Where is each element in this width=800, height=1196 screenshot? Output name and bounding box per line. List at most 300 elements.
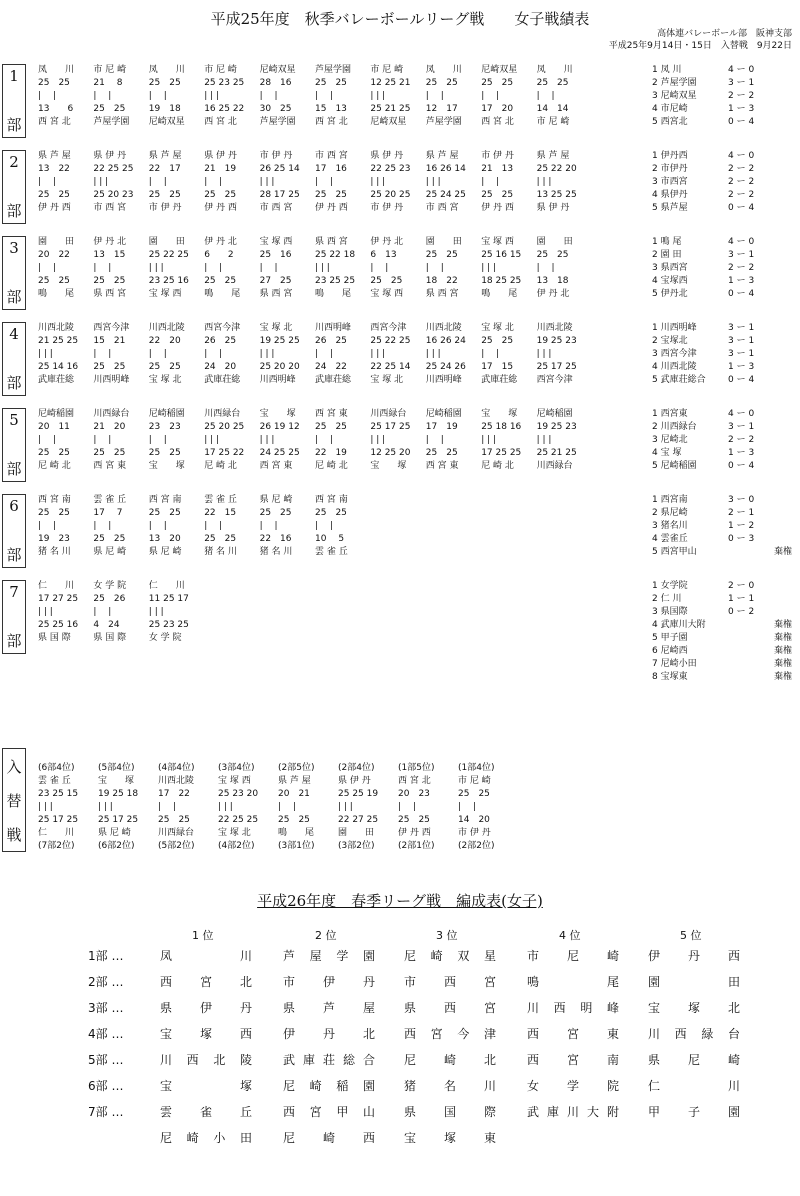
match-scores-top: 25 25 [458, 789, 490, 799]
match-team-top: 川西緑台 [370, 409, 407, 419]
match-scores-bottom: 14 14 [536, 104, 569, 114]
match-vbars: | | | [38, 607, 53, 617]
match-scores-top: 25 25 [536, 78, 569, 88]
standing-team: 3 県国際 [652, 607, 688, 617]
match-team-top: 市 尼 崎 [370, 65, 404, 75]
match-scores-bottom: 22 27 25 [338, 815, 379, 825]
standing-record: 2 ー 2 [728, 177, 755, 187]
match-team-bottom: 猪 名 川 [204, 547, 237, 557]
match-scores-top: 22 15 [204, 508, 237, 518]
match-team-top: 伊 丹 北 [370, 237, 404, 247]
match-team-top: 雲 雀 丘 [204, 495, 237, 505]
match-scores-top: 25 22 20 [536, 164, 577, 174]
team-name: 川西明峰 [527, 1001, 619, 1015]
match-team-bottom: 雲 雀 丘 [315, 547, 348, 557]
match-scores-bottom: 25 25 [93, 448, 126, 458]
match-vbars: | | | [370, 177, 386, 187]
match-scores-top: 23 23 [148, 422, 181, 432]
match-scores-bottom: 13 20 [148, 534, 181, 544]
team-cell [160, 1074, 252, 1098]
match-vbars: | | [278, 802, 296, 812]
match-team-top: 川西明峰 [315, 323, 352, 333]
match-team-bottom: 宝 塚 [370, 461, 407, 471]
team-cell [527, 996, 619, 1020]
match-scores-bottom: 25 25 [158, 815, 190, 825]
match-team-top: 凤 川 [536, 65, 573, 75]
standing-team: 4 宝塚西 [652, 276, 688, 286]
match-scores-top: 17 27 25 [38, 594, 79, 604]
match-team-top: 川西北陵 [38, 323, 75, 333]
match-team-bottom: 鳴 尾 [38, 289, 75, 299]
match-scores-bottom: 24 22 [315, 362, 347, 372]
match-vbars: | | | [425, 177, 441, 187]
match-team-bottom: 西 宮 東 [93, 461, 127, 471]
team-name: 宝塚北 [648, 1001, 740, 1015]
match-vbars: | | [204, 349, 223, 359]
standing-team: 1 女学院 [652, 581, 688, 591]
match-vbars: | | [93, 349, 112, 359]
standing-record: 4 ー 0 [728, 65, 755, 75]
match-vbars: | | [93, 521, 112, 531]
standing-team: 2 市伊丹 [652, 164, 688, 174]
division-number: 2 [9, 153, 19, 171]
match-team-bottom: 市 伊 丹 [458, 828, 491, 838]
match-team-bottom: 尼崎双星 [370, 117, 407, 127]
team-name: 尼崎北 [404, 1053, 496, 1067]
team-name: 西宮甲山 [283, 1105, 375, 1119]
match-scores-bottom: 25 25 [38, 276, 70, 286]
match-scores-top: 20 11 [38, 422, 70, 432]
team-cell [283, 1100, 375, 1124]
entry-rank-top: (1部5位) [398, 763, 435, 773]
entry-char: 替 [6, 791, 22, 810]
entry-rank-bottom: (6部2位) [98, 841, 135, 851]
standing-note: 棄権 [774, 672, 793, 682]
team-name: 西宮東 [527, 1027, 619, 1041]
division-row-label: 4部 … [88, 1027, 124, 1041]
team-name: 市西宮 [404, 975, 496, 989]
match-team-top: 宝 塚 西 [481, 237, 514, 247]
match-vbars: | | [425, 91, 444, 101]
match-team-bottom: 宝 塚 [148, 461, 185, 471]
match-scores-top: 12 25 21 [370, 78, 411, 88]
division-label [2, 236, 26, 310]
match-scores-bottom: 25 25 [93, 534, 126, 544]
match-scores-bottom: 25 25 [370, 276, 403, 286]
standing-record: 3 ー 0 [728, 495, 755, 505]
match-team-bottom: 宝 塚 北 [218, 828, 251, 838]
match-team-bottom: 県 西 宮 [425, 289, 459, 299]
standing-record: 2 ー 1 [728, 508, 755, 518]
standing-record: 0 ー 4 [728, 461, 755, 471]
entry-match-label [2, 748, 26, 852]
standing-record: 0 ー 4 [728, 375, 755, 385]
match-team-top: 県 尼 崎 [259, 495, 293, 505]
match-scores-bottom: 19 23 [38, 534, 70, 544]
team-cell [283, 1048, 375, 1072]
standing-record: 4 ー 0 [728, 237, 755, 247]
match-vbars: | | [259, 521, 278, 531]
standing-team: 2 宝塚北 [652, 336, 688, 346]
match-scores-bottom: 25 14 16 [38, 362, 79, 372]
match-vbars: | | [38, 435, 56, 445]
division-suffix: 部 [6, 632, 22, 650]
entry-rank-top: (6部4位) [38, 763, 75, 773]
match-vbars: | | | [370, 349, 386, 359]
standing-record: 4 ー 0 [728, 409, 755, 419]
team-name: 仁川 [648, 1079, 740, 1093]
match-scores-top: 21 20 [93, 422, 126, 432]
standing-team: 1 鳴 尾 [652, 237, 682, 247]
position-header: 3 位 [436, 929, 458, 942]
match-team-top: 市 伊 丹 [259, 151, 293, 161]
match-team-bottom: 芦屋学園 [259, 117, 296, 127]
match-team-bottom: 川西緑台 [536, 461, 573, 471]
match-scores-bottom: 25 24 25 [425, 190, 466, 200]
division-suffix: 部 [6, 374, 22, 392]
division-label [2, 580, 26, 654]
match-vbars: | | | [338, 802, 353, 812]
match-scores-bottom: 18 22 [425, 276, 458, 286]
match-scores-bottom: 25 21 25 [370, 104, 411, 114]
match-team-bottom: 県 尼 崎 [148, 547, 182, 557]
match-scores-top: 19 25 25 [259, 336, 300, 346]
match-team-bottom: 西 宮 北 [38, 117, 71, 127]
entry-rank-top: (2部5位) [278, 763, 315, 773]
match-scores-bottom: 25 25 16 [38, 620, 79, 630]
match-team-top: 女 学 院 [93, 581, 127, 591]
division-row-label: 1部 … [88, 949, 124, 963]
match-scores-top: 25 25 [148, 78, 181, 88]
standing-record: 0 ー 4 [728, 289, 755, 299]
match-vbars: | | [148, 435, 167, 445]
match-team-top: 市 伊 丹 [481, 151, 514, 161]
entry-rank-bottom: (3部1位) [278, 841, 315, 851]
team-cell [404, 1126, 496, 1150]
match-scores-top: 25 25 [315, 508, 347, 518]
match-scores-top: 25 17 25 [370, 422, 411, 432]
match-team-bottom: 尼崎双星 [148, 117, 185, 127]
entry-rank-bottom: (4部2位) [218, 841, 255, 851]
standing-record: 1 ー 3 [728, 276, 755, 286]
match-team-top: 凤 川 [425, 65, 462, 75]
match-team-top: 宝 塚 西 [218, 776, 251, 786]
team-cell [404, 1048, 496, 1072]
match-scores-top: 26 25 [315, 336, 347, 346]
entry-char: 入 [6, 757, 22, 776]
match-vbars: | | [315, 91, 333, 101]
match-team-bottom: 市 伊 丹 [148, 203, 182, 213]
standing-team: 3 西宮今津 [652, 349, 697, 359]
match-scores-top: 13 22 [38, 164, 70, 174]
match-vbars: | | [93, 91, 112, 101]
match-scores-top: 6 13 [370, 250, 397, 260]
match-team-top: 川西北陵 [536, 323, 573, 333]
match-team-top: 市 尼 崎 [458, 776, 491, 786]
match-vbars: | | [148, 91, 167, 101]
match-team-bottom: 伊 丹 西 [481, 203, 514, 213]
match-team-bottom: 市 尼 崎 [536, 117, 570, 127]
team-name: 宝塚東 [404, 1131, 496, 1145]
match-team-top: 川西北陵 [158, 776, 195, 786]
match-vbars: | | | [259, 177, 275, 187]
match-team-bottom: 女 学 院 [148, 633, 182, 643]
standing-record: 3 ー 1 [728, 422, 755, 432]
match-team-top: 西宮今津 [93, 323, 130, 333]
match-vbars: | | | [315, 263, 330, 273]
match-team-top: 県 芦 屋 [278, 776, 311, 786]
team-cell [160, 970, 252, 994]
entry-rank-bottom: (3部2位) [338, 841, 375, 851]
division-suffix: 部 [6, 288, 22, 306]
match-vbars: | | | [370, 91, 386, 101]
standing-team: 2 仁 川 [652, 594, 682, 604]
match-scores-top: 16 26 14 [425, 164, 466, 174]
match-team-bottom: 尼 崎 北 [204, 461, 237, 471]
match-vbars: | | [458, 802, 476, 812]
team-name: 西宮今津 [404, 1027, 496, 1041]
standing-team: 1 川西明峰 [652, 323, 697, 333]
standing-team: 5 尼崎稲園 [652, 461, 697, 471]
standing-team: 3 市西宮 [652, 177, 688, 187]
match-team-top: 園 田 [425, 237, 462, 247]
team-cell [404, 970, 496, 994]
standing-record: 0 ー 4 [728, 117, 755, 127]
team-name: 凤川 [160, 949, 252, 963]
standing-team: 5 伊丹北 [652, 289, 688, 299]
match-team-top: 県 伊 丹 [370, 151, 404, 161]
match-team-bottom: 宝 塚 北 [370, 375, 404, 385]
match-team-bottom: 市 伊 丹 [370, 203, 404, 213]
match-team-top: 尼崎稲園 [425, 409, 462, 419]
match-scores-top: 25 25 [315, 78, 347, 88]
match-scores-bottom: 25 25 [315, 190, 347, 200]
team-cell [648, 996, 740, 1020]
standing-team: 4 県伊丹 [652, 190, 688, 200]
spring-title-text: 平成26年度 春季リーグ戦 編成表(女子) [257, 892, 543, 910]
match-scores-bottom: 12 25 20 [370, 448, 411, 458]
match-vbars: | | [370, 263, 389, 273]
match-team-bottom: 武庫荘総 [38, 375, 75, 385]
match-scores-bottom: 27 25 [259, 276, 292, 286]
match-scores-bottom: 22 16 [259, 534, 292, 544]
standing-team: 1 凤 川 [652, 65, 682, 75]
entry-rank-top: (4部4位) [158, 763, 195, 773]
standing-team: 2 県尼崎 [652, 508, 688, 518]
match-team-bottom: 伊 丹 北 [536, 289, 570, 299]
team-name: 甲子園 [648, 1105, 740, 1119]
match-scores-top: 22 17 [148, 164, 181, 174]
match-vbars: | | | [98, 802, 113, 812]
team-cell [648, 970, 740, 994]
standing-note: 棄権 [774, 646, 793, 656]
match-scores-top: 25 26 [93, 594, 126, 604]
match-vbars: | | | [38, 349, 53, 359]
position-header: 2 位 [315, 929, 337, 942]
entry-rank-bottom: (2部2位) [458, 841, 495, 851]
match-team-bottom: 川西明峰 [425, 375, 462, 385]
entry-rank-top: (5部4位) [98, 763, 135, 773]
match-scores-bottom: 28 17 25 [259, 190, 300, 200]
division-number: 1 [9, 67, 19, 85]
match-team-top: 県 芦 屋 [536, 151, 570, 161]
standing-record: 1 ー 3 [728, 104, 755, 114]
match-team-bottom: 武庫荘総 [481, 375, 518, 385]
match-team-bottom: 鳴 尾 [481, 289, 518, 299]
division-suffix: 部 [6, 460, 22, 478]
match-scores-top: 25 25 19 [338, 789, 379, 799]
match-scores-top: 25 22 25 [148, 250, 189, 260]
match-team-top: 園 田 [536, 237, 573, 247]
standing-record: 1 ー 3 [728, 362, 755, 372]
team-cell [527, 1100, 619, 1124]
match-scores-bottom: 22 25 14 [370, 362, 411, 372]
match-scores-bottom: 25 17 25 [536, 362, 577, 372]
match-team-bottom: 仁 川 [38, 828, 75, 838]
team-cell [283, 1022, 375, 1046]
match-team-bottom: 鳴 尾 [204, 289, 241, 299]
match-scores-bottom: 22 19 [315, 448, 347, 458]
match-scores-bottom: 25 21 25 [536, 448, 577, 458]
team-cell [160, 1126, 252, 1150]
division-row-label: 5部 … [88, 1053, 124, 1067]
match-scores-top: 25 16 15 [481, 250, 522, 260]
match-team-bottom: 園 田 [338, 828, 375, 838]
match-vbars: | | [259, 91, 278, 101]
match-scores-bottom: 15 13 [315, 104, 347, 114]
division-row-label: 3部 … [88, 1001, 124, 1015]
match-scores-top: 21 13 [481, 164, 514, 174]
standing-team: 5 西宮北 [652, 117, 688, 127]
standing-record: 2 ー 2 [728, 435, 755, 445]
team-name: 鳴尾 [527, 975, 619, 989]
match-scores-top: 11 25 17 [148, 594, 189, 604]
match-team-bottom: 西 宮 東 [259, 461, 293, 471]
match-scores-top: 20 22 [38, 250, 70, 260]
match-team-bottom: 伊 丹 西 [38, 203, 71, 213]
match-scores-top: 19 25 23 [536, 422, 577, 432]
match-team-bottom: 芦屋学園 [425, 117, 462, 127]
standing-team: 3 尼崎双星 [652, 91, 697, 101]
match-team-bottom: 宝 塚 西 [148, 289, 182, 299]
division-number: 4 [9, 325, 19, 343]
match-scores-top: 25 25 [38, 508, 70, 518]
match-scores-bottom: 12 17 [425, 104, 458, 114]
entry-rank-top: (1部4位) [458, 763, 495, 773]
match-vbars: | | | [536, 177, 552, 187]
position-header: 5 位 [680, 929, 702, 942]
match-team-top: 川西緑台 [204, 409, 241, 419]
match-scores-bottom: 17 25 25 [481, 448, 522, 458]
standing-record: 3 ー 1 [728, 349, 755, 359]
division-suffix: 部 [6, 546, 22, 564]
match-vbars: | | [481, 91, 500, 101]
match-vbars: | | [148, 349, 167, 359]
standing-record: 1 ー 3 [728, 448, 755, 458]
match-team-top: 県 伊 丹 [93, 151, 127, 161]
standing-team: 4 武庫川大附 [652, 620, 706, 630]
match-scores-top: 25 25 [481, 336, 514, 346]
match-vbars: | | [148, 521, 167, 531]
match-scores-bottom: 25 23 25 [148, 620, 189, 630]
division-row-label: 2部 … [88, 975, 124, 989]
division-number: 7 [9, 583, 19, 601]
team-name: 川西緑台 [648, 1027, 740, 1041]
match-team-top: 西宮今津 [204, 323, 241, 333]
match-team-bottom: 伊 丹 西 [315, 203, 348, 213]
team-name: 西宮北 [160, 975, 252, 989]
team-name: 伊丹西 [648, 949, 740, 963]
match-vbars: | | [204, 263, 223, 273]
division-row-label: 6部 … [88, 1079, 124, 1093]
standing-record: 3 ー 1 [728, 78, 755, 88]
team-name: 西宮南 [527, 1053, 619, 1067]
match-scores-bottom: 17 20 [481, 104, 514, 114]
match-team-top: 宝 塚 [481, 409, 518, 419]
match-scores-bottom: 4 24 [93, 620, 120, 630]
team-cell [160, 1048, 252, 1072]
match-team-bottom: 県 国 際 [93, 633, 127, 643]
match-team-top: 西 宮 南 [38, 495, 71, 505]
match-scores-top: 25 18 16 [481, 422, 522, 432]
division-number: 6 [9, 497, 19, 515]
match-vbars: | | | [204, 91, 220, 101]
match-vbars: | | [425, 263, 444, 273]
match-scores-bottom: 25 20 20 [259, 362, 300, 372]
team-name: 武庫荘総合 [283, 1053, 375, 1067]
team-name: 市伊丹 [283, 975, 375, 989]
match-team-bottom: 川西明峰 [259, 375, 296, 385]
division-label [2, 150, 26, 224]
match-scores-top: 22 25 23 [370, 164, 411, 174]
standing-team: 4 市尼崎 [652, 104, 688, 114]
match-team-top: 県 芦 屋 [425, 151, 459, 161]
position-header: 4 位 [559, 929, 581, 942]
team-cell [648, 1100, 740, 1124]
match-scores-top: 25 23 20 [218, 789, 259, 799]
standing-team: 3 尼崎北 [652, 435, 688, 445]
standing-record: 1 ー 2 [728, 521, 755, 531]
division-label [2, 494, 26, 568]
team-cell [527, 1048, 619, 1072]
team-cell [283, 1074, 375, 1098]
standing-team: 5 県芦屋 [652, 203, 688, 213]
division-label [2, 322, 26, 396]
match-team-top: 仁 川 [38, 581, 75, 591]
match-scores-top: 25 25 [259, 508, 292, 518]
match-team-top: 尼崎双星 [259, 65, 296, 75]
match-team-top: 尼崎稲園 [148, 409, 185, 419]
standing-team: 2 園 田 [652, 250, 682, 260]
match-scores-bottom: 25 25 [204, 190, 237, 200]
match-vbars: | | [93, 435, 112, 445]
match-scores-top: 20 21 [278, 789, 310, 799]
standing-note: 棄権 [774, 659, 793, 669]
team-cell [648, 1048, 740, 1072]
match-scores-bottom: 25 25 [425, 448, 458, 458]
match-scores-bottom: 25 20 23 [93, 190, 134, 200]
team-cell [527, 1126, 619, 1150]
match-scores-top: 25 25 [536, 250, 569, 260]
team-name: 雲雀丘 [160, 1105, 252, 1119]
team-name: 園田 [648, 975, 740, 989]
match-vbars: | | [315, 177, 333, 187]
match-vbars: | | | [425, 349, 441, 359]
standing-team: 4 川西北陵 [652, 362, 697, 372]
match-scores-top: 22 25 25 [93, 164, 134, 174]
match-vbars: | | [398, 802, 416, 812]
match-scores-bottom: 25 25 [481, 190, 514, 200]
